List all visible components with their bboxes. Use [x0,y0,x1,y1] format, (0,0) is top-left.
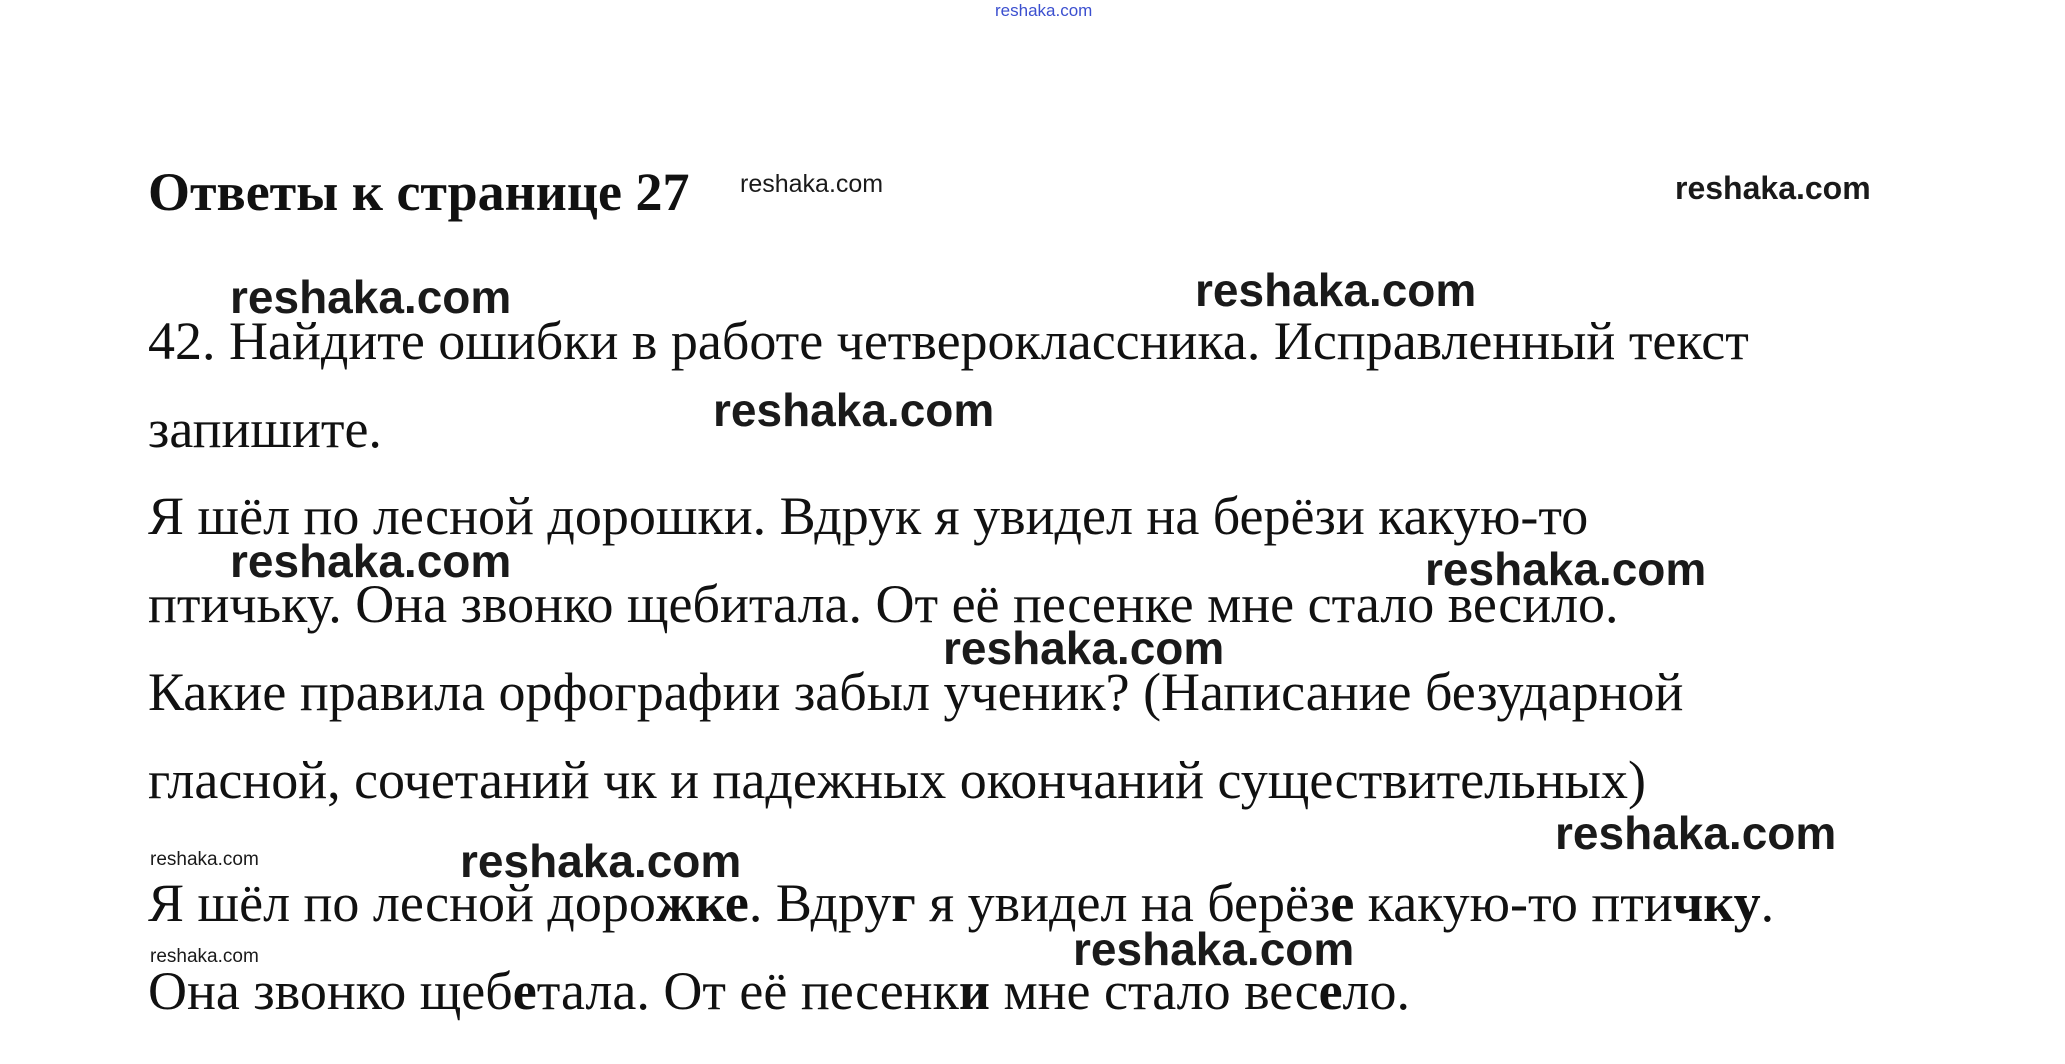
task-line-1: 42. Найдите ошибки в работе четвероклассника. Исправленный текст [148,311,1749,371]
watermark-title: reshaka.com [740,170,884,198]
corrected-letters: е [1330,873,1355,933]
task-line-2: запишите. [148,399,382,459]
corrected-text-line-1 [148,873,1775,933]
text-run: мне стало вес [989,961,1319,1021]
watermark-top-right: reshaka.com [1675,170,1871,206]
text-run: тала. От её песенк [536,961,959,1021]
text-run: я увидел на берёз [915,873,1331,933]
watermark-small: reshaka.com [150,946,259,967]
watermark: reshaka.com [460,835,742,887]
watermark: reshaka.com [230,535,512,587]
corrected-letters: чку [1672,873,1761,933]
original-text-line-2: птичьку. Она звонко щебитала. От её песенке мне стало весило. [148,574,1619,634]
watermark: reshaka.com [230,271,512,323]
watermark: reshaka.com [1195,264,1477,316]
watermark: reshaka.com [1073,923,1355,975]
corrected-text-line-2 [148,961,1410,1021]
corrected-letters: г [891,873,916,933]
watermark-small: reshaka.com [150,849,259,870]
watermark: reshaka.com [713,384,995,436]
text-run: ло. [1342,961,1410,1021]
watermark: reshaka.com [1425,543,1707,595]
corrected-letters: и [958,961,990,1021]
watermark: reshaka.com [1555,807,1837,859]
text-run: Она звонко щеб [148,961,513,1021]
text-run: какую-то пти [1354,873,1673,933]
watermark: reshaka.com [943,622,1225,674]
text-run: . Вдру [748,873,892,933]
original-text-line-1: Я шёл по лесной дорошки. Вдрук я увидел на берёзи какую-то [148,486,1589,546]
corrected-letters: е [1318,961,1343,1021]
text-run: Я шёл по лесной доро [148,873,656,933]
watermark-top: reshaka.com [995,1,1093,20]
question-line-2: гласной, сочетаний чк и падежных окончаний существительных) [148,750,1646,810]
text-run: . [1760,873,1775,933]
corrected-letters: жке [655,873,749,933]
corrected-letters: е [512,961,537,1021]
question-line-1: Какие правила орфографии забыл ученик? (Написание безударной [148,662,1684,722]
page-title: Ответы к странице 27 [148,162,690,222]
